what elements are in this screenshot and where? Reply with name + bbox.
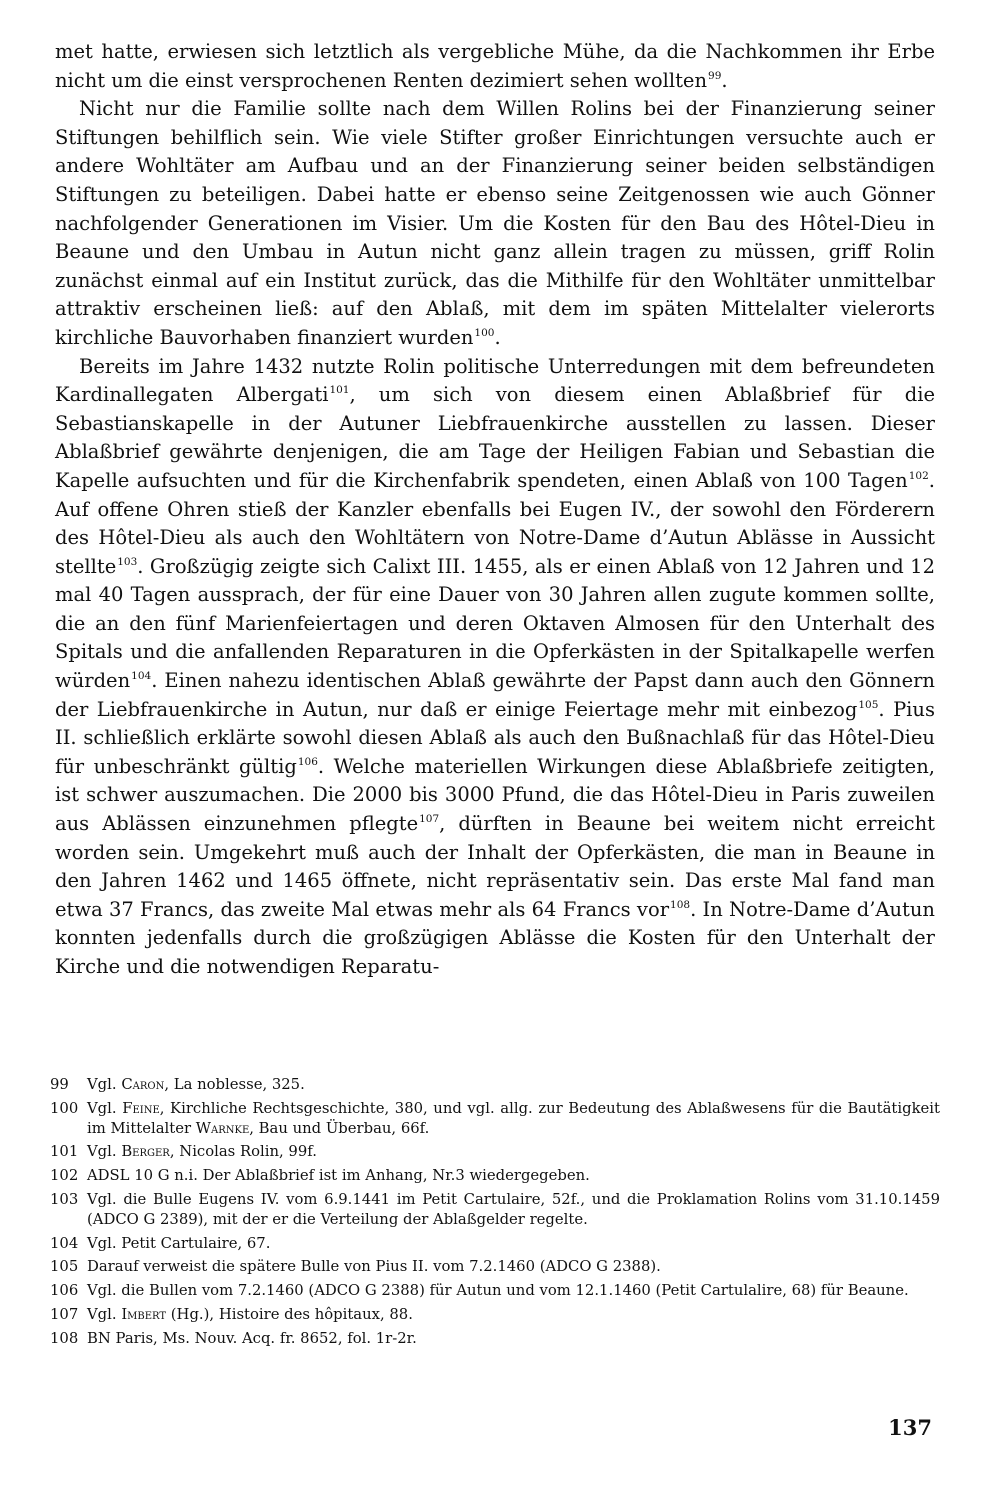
text-run: Bereits im Jahre 1432 nutzte Rolin politische Unterredungen mit dem befreundeten Kardinallegaten Albergati <box>55 354 935 407</box>
paragraph <box>55 353 935 982</box>
page-number: 137 <box>888 1415 932 1440</box>
text-run: . Großzügig zeigte sich Calixt III. 1455, als er einen Ablaß von 12 Jahren und 12 mal 40 Tagen aussprach, der für eine Dauer von 30 Jahren allen zugute kommen sollte, die an den fünf Marienfeiertagen und deren Oktaven Almosen für den Unterhalt des Spitals und die anfallenden Reparaturen in die Opferkästen in der Spitalkapelle werfen würden <box>55 554 935 693</box>
footnote-number: 102 <box>50 1167 79 1185</box>
text-run: . Auf offene Ohren stieß der Kanzler ebenfalls bei Eugen IV., der sowohl den Förderern des Hôtel-Dieu als auch den Wohltätern von Notre-Dame d’Autun Ablässe in Aussicht stellte <box>55 468 935 578</box>
footnote-number: 100 <box>50 1099 79 1117</box>
text-run: . Einen nahezu identischen Ablaß gewährte der Papst dann auch den Gönnern der Liebfrauenkirche in Autun, nur daß er einige Feiertage mehr mit einbezog <box>55 669 935 721</box>
text-run: Vgl. die Bullen vom 7.2.1460 (ADCO G 2388) für Autun und vom 12.1.1460 (Petit Cartulalire, 68) für Beaune. <box>87 1282 909 1300</box>
footnote-text <box>87 1166 940 1186</box>
text-run: . In Notre-Dame d’Autun konnten jedenfalls durch die großzügigen Ablässe die Kosten für den Unterhalt der Kirche und die notwendigen Reparatu- <box>55 897 935 978</box>
footnote-number: 104 <box>50 1234 79 1252</box>
footnote-reference[interactable]: 107 <box>419 813 440 826</box>
text-run: , Nicolas Rolin, 99f. <box>169 1143 317 1161</box>
footnote-text <box>87 1075 940 1095</box>
footnote-text <box>87 1281 940 1301</box>
footnote-reference[interactable]: 99 <box>708 69 722 82</box>
author-name: Imbert <box>121 1305 167 1323</box>
footnote-text <box>87 1234 940 1254</box>
footnote-text <box>87 1142 940 1162</box>
footnote-text <box>87 1257 940 1277</box>
footnote <box>50 1142 940 1162</box>
text-run: , La noblesse, 325. <box>164 1076 305 1093</box>
footnote-number: 108 <box>50 1329 79 1347</box>
text-run: . <box>494 325 501 349</box>
footnote <box>50 1257 940 1277</box>
text-run: , um sich von diesem einen Ablaßbrief für die Sebastianskapelle in der Autuner Liebfrauenkirche ausstellen zu lassen. Dieser Ablaßbrief gewährte denjenigen, die am Tage der Heiligen Fabian und Sebastian die Kapelle aufsuchten und für die Kirchenfabrik spendeten, einen Ablaß von 100 Tagen <box>55 383 935 492</box>
footnote <box>50 1099 940 1139</box>
footnote-number: 105 <box>50 1258 79 1276</box>
text-run: Vgl. <box>87 1305 122 1323</box>
footnote-number: 99 <box>50 1076 69 1093</box>
text-run: , Bau und Überbau, 66f. <box>249 1119 430 1137</box>
footnote-reference[interactable]: 102 <box>908 470 929 483</box>
paragraph <box>55 38 935 95</box>
footnote <box>50 1281 940 1301</box>
author-name: Caron <box>121 1076 165 1093</box>
footnote-number: 107 <box>50 1305 79 1323</box>
footnote <box>50 1075 940 1095</box>
text-run: met hatte, erwiesen sich letztlich als vergebliche Mühe, da die Nachkommen ihr Erbe nicht um die einst versprochenen Renten dezimiert sehen wollten <box>55 40 935 92</box>
text-run: . <box>721 68 728 92</box>
footnote <box>50 1166 940 1186</box>
footnote-text <box>87 1099 940 1139</box>
footnote <box>50 1190 940 1230</box>
text-run: BN Paris, Ms. Nouv. Acq. fr. 8652, fol. 1r-2r. <box>87 1329 417 1347</box>
text-run: Nicht nur die Familie sollte nach dem Willen Rolins bei der Finanzierung seiner Stiftungen behilflich sein. Wie viele Stifter großer Einrichtungen versuchte auch er andere Wohltäter am Aufbau und an der Finanzierung seiner beiden selbständigen Stiftungen zu beteiligen. Dabei hatte er ebenso seine Zeitgenossen wie auch Gönner nachfolgender Generationen im Visier. Um die Kosten für den Bau des Hôtel-Dieu in Beaune und den Umbau in Autun nicht ganz allein tragen zu müssen, griff Rolin zunächst einmal auf ein Institut zurück, das die Mithilfe für den Wohltäter unmittelbar attraktiv erscheinen ließ: auf den Ablaß, mit dem im späten Mittelalter vielerorts kirchliche Bauvorhaben finanziert wurden <box>55 97 935 349</box>
text-run: Vgl. Petit Cartulaire, 67. <box>87 1234 271 1252</box>
main-text <box>55 38 935 982</box>
text-run: Vgl. die Bulle Eugens IV. vom 6.9.1441 im Petit Cartulaire, 52f., und die Proklamation Rolins vom 31.10.1459 (ADCO G 2389), mit der er die Verteilung der Ablaßgelder regelte. <box>87 1190 940 1228</box>
text-run: . Welche materiellen Wirkungen diese Ablaßbriefe zeitigten, ist schwer auszumachen. Die 2000 bis 3000 Pfund, die das Hôtel-Dieu in Paris zuweilen aus Ablässen einzunehmen pflegte <box>55 754 935 836</box>
author-name: Berger <box>121 1143 170 1161</box>
footnote-number: 101 <box>50 1143 79 1161</box>
footnote-text <box>87 1329 940 1349</box>
footnote-reference[interactable]: 105 <box>858 698 879 711</box>
footnote-text <box>87 1190 940 1230</box>
paragraph <box>55 95 935 352</box>
footnote-number: 106 <box>50 1282 79 1300</box>
text-run: . Pius II. schließlich erklärte sowohl diesen Ablaß als auch den Bußnachlaß für das Hôtel-Dieu für unbeschränkt gültig <box>55 697 935 778</box>
author-name: Warnke <box>195 1119 250 1137</box>
text-run: , dürften in Beaune bei weitem nicht erreicht worden sein. Umgekehrt muß auch der Inhalt der Opferkästen, die man in Beaune in den Jahren 1462 und 1465 öffnete, nicht repräsentativ sein. Das erste Mal fand man etwa 37 Francs, das zweite Mal etwas mehr als 64 Francs vor <box>55 812 935 921</box>
footnote-reference[interactable]: 106 <box>297 755 318 768</box>
author-name: Feine <box>122 1099 160 1117</box>
text-run: ADSL 10 G n.i. Der Ablaßbrief ist im Anhang, Nr.3 wiedergegeben. <box>87 1167 590 1185</box>
footnote <box>50 1305 940 1325</box>
text-run: Darauf verweist die spätere Bulle von Pius II. vom 7.2.1460 (ADCO G 2388). <box>87 1258 661 1276</box>
footnote-number: 103 <box>50 1190 79 1208</box>
footnote-reference[interactable]: 101 <box>329 384 350 397</box>
footnote-reference[interactable]: 108 <box>670 898 691 911</box>
text-run: Vgl. <box>87 1099 123 1117</box>
footnotes <box>50 1075 940 1353</box>
text-run: , Kirchliche Rechtsgeschichte, 380, und vgl. allg. zur Bedeutung des Ablaßwesens für die Bautätigkeit im Mittelalter <box>87 1099 940 1137</box>
footnote-reference[interactable]: 104 <box>131 670 152 683</box>
footnote-reference[interactable]: 103 <box>117 555 138 568</box>
text-run: Vgl. <box>87 1076 122 1093</box>
text-run: Vgl. <box>87 1143 122 1161</box>
footnote-text <box>87 1305 940 1325</box>
footnote <box>50 1234 940 1254</box>
text-run: (Hg.), Histoire des hôpitaux, 88. <box>166 1305 413 1323</box>
footnote <box>50 1329 940 1349</box>
footnote-reference[interactable]: 100 <box>474 327 495 340</box>
